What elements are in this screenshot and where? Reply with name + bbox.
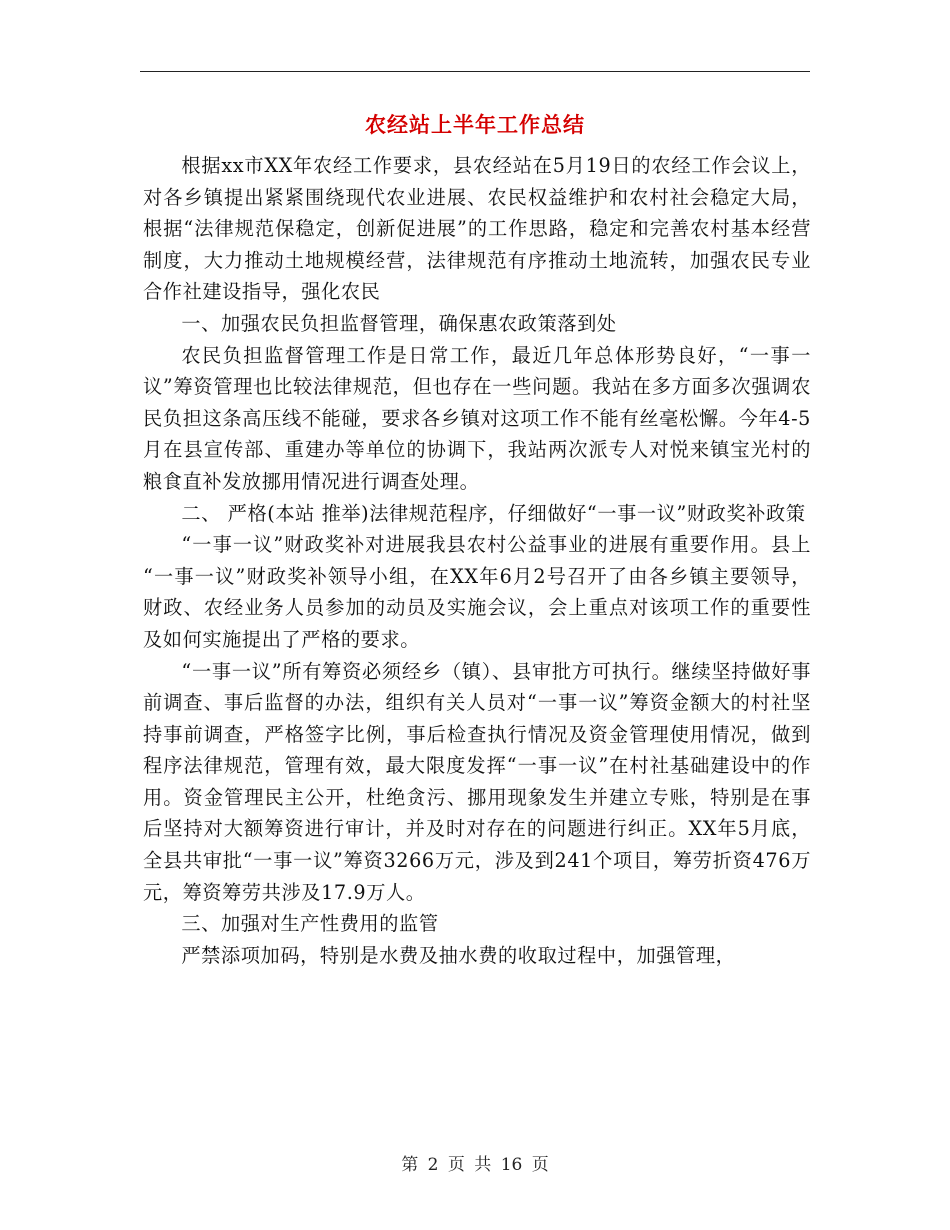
page-footer: 第 2 页 共 16 页 xyxy=(401,1155,549,1175)
section-heading-2: 二、 严格(本站 推举)法律规范程序，仔细做好“一事一议”财政奖补政策 xyxy=(181,501,806,525)
header-rule xyxy=(140,71,810,72)
document-title: 农经站上半年工作总结 xyxy=(365,112,585,137)
paragraph-approval: “一事一议”所有筹资必须经乡（镇）、县审批方可执行。继续坚持做好事前调查、事后监督的办法，组织有关人员对“一事一议”筹资金额大的村社坚持事前调查，严格签字比例，事后检查执行情况及资金管理使用情况，做到程序法律规范，管理有效，最大限度发挥“一事一议”在村社基础建设中的作用。资金管理民主公开，杜绝贪污、挪用现象发生并建立专账，特别是在事后坚持对大额筹资进行审计，并及时对存在的问题进行纠正。XX年5月底，全县共审批“一事一议”筹资3266万元，涉及到241个项目，筹劳折资476万元，筹资筹劳共涉及17.9万人。 xyxy=(143,659,811,904)
document-body xyxy=(143,150,811,971)
section-heading-1: 一、加强农民负担监督管理，确保惠农政策落到处 xyxy=(181,311,617,335)
section-heading-3: 三、加强对生产性费用的监管 xyxy=(181,912,439,936)
paragraph-fees: 严禁添项加码，特别是水费及抽水费的收取过程中，加强管理， xyxy=(181,943,736,967)
paragraph-intro: 根据xx市XX年农经工作要求，县农经站在5月19日的农经工作会议上，对各乡镇提出紧紧围绕现代农业进展、农民权益维护和农村社会稳定大局，根据“法律规范保稳定，创新促进展”的工作思路，稳定和完善农村基本经营制度，大力推动土地规模经营，法律规范有序推动土地流转，加强农民专业合作社建设指导，强化农民 xyxy=(143,154,811,304)
paragraph-burden: 农民负担监督管理工作是日常工作，最近几年总体形势良好，“一事一议”筹资管理也比较法律规范，但也存在一些问题。我站在多方面多次强调农民负担这条高压线不能碰，要求各乡镇对这项工作不能有丝毫松懈。今年4-5月在县宣传部、重建办等单位的协调下，我站两次派专人对悦来镇宝光村的粮食直补发放挪用情况进行调查处理。 xyxy=(143,343,811,493)
paragraph-subsidy: “一事一议”财政奖补对进展我县农村公益事业的进展有重要作用。县上 “一事一议”财政奖补领导小组，在XX年6月2号召开了由各乡镇主要领导，财政、农经业务人员参加的动员及实施会议，会上重点对该项工作的重要性及如何实施提出了严格的要求。 xyxy=(143,533,811,651)
